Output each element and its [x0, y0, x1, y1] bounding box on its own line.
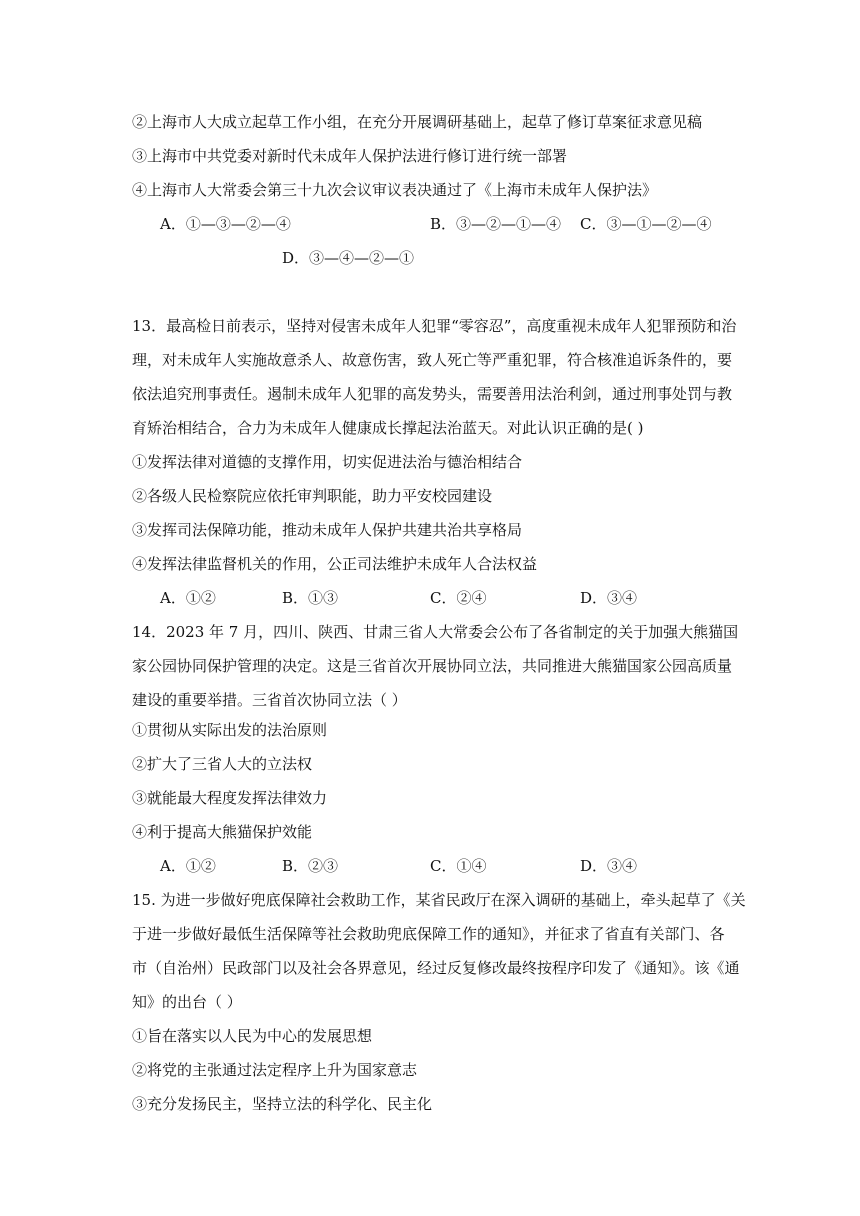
q15-stem-line: 15. 为进一步做好兜底保障社会救助工作，某省民政厅在深入调研的基础上，牵头起草了《关	[132, 891, 746, 909]
q13-stem-line: 理，对未成年人实施故意杀人、故意伤害，致人死亡等严重犯罪，符合核准追诉条件的，要	[132, 351, 733, 369]
q14-stem-line: 家公园协同保护管理的决定。这是三省首次开展协同立法，共同推进大熊猫国家公园高质量	[132, 657, 733, 675]
q14-option-b: B．②③	[282, 857, 339, 875]
q14-item-3: ③就能最大程度发挥法律效力	[132, 789, 328, 807]
q13-item-3: ③发挥司法保障功能，推动未成年人保护共建共治共享格局	[132, 521, 523, 539]
q15-stem-line: 知》的出台（ ）	[132, 993, 242, 1011]
q12-option-a: A．①—③—②—④	[160, 215, 291, 233]
q15-stem-line: 市（自治州）民政部门以及社会各界意见，经过反复修改最终按程序印发了《通知》。该《通	[132, 959, 740, 977]
q13-item-2: ②各级人民检察院应依托审判职能，助力平安校园建设	[132, 487, 493, 505]
q12-item-2: ②上海市人大成立起草工作小组，在充分开展调研基础上，起草了修订草案征求意见稿	[132, 113, 703, 131]
q14-stem-line: 建设的重要举措。三省首次协同立法（ ）	[132, 691, 407, 709]
q13-item-1: ①发挥法律对道德的支撑作用，切实促进法治与德治相结合	[132, 453, 523, 471]
q13-stem-line: 依法追究刑事责任。遏制未成年人犯罪的高发势头，需要善用法治利剑，通过刑事处罚与教	[132, 385, 733, 403]
q12-item-4: ④上海市人大常委会第三十九次会议审议表决通过了《上海市未成年人保护法》	[132, 181, 658, 199]
q13-item-4: ④发挥法律监督机关的作用，公正司法维护未成年人合法权益	[132, 555, 538, 573]
q15-item-1: ①旨在落实以人民为中心的发展思想	[132, 1027, 373, 1045]
q12-item-3: ③上海市中共党委对新时代未成年人保护法进行修订进行统一部署	[132, 147, 568, 165]
q14-option-d: D．③④	[580, 857, 638, 875]
q14-option-c: C．①④	[430, 857, 487, 875]
q12-option-d: D．③—④—②—①	[282, 249, 415, 267]
q13-stem-line: 13．最高检日前表示，坚持对侵害未成年人犯罪“零容忍”，高度重视未成年人犯罪预防和治	[132, 317, 737, 335]
q14-item-4: ④利于提高大熊猫保护效能	[132, 823, 313, 841]
q13-option-a: A．①②	[160, 589, 216, 607]
q14-item-1: ①贯彻从实际出发的法治原则	[132, 721, 328, 739]
q15-stem-line: 于进一步做好最低生活保障等社会救助兜底保障工作的通知》，并征求了省直有关部门、各	[132, 925, 725, 943]
q13-option-b: B．①③	[282, 589, 339, 607]
q13-option-c: C．②④	[430, 589, 487, 607]
q15-item-3: ③充分发扬民主，坚持立法的科学化、民主化	[132, 1095, 433, 1113]
q14-option-a: A．①②	[160, 857, 216, 875]
q14-stem-line: 14．2023 年 7 月，四川、陕西、甘肃三省人大常委会公布了各省制定的关于加强大熊猫国	[132, 623, 739, 641]
q13-stem-line: 育矫治相结合，合力为未成年人健康成长撑起法治蓝天。对此认识正确的是( )	[132, 419, 644, 437]
q12-option-b: B．③—②—①—④	[430, 215, 562, 233]
q15-item-2: ②将党的主张通过法定程序上升为国家意志	[132, 1061, 418, 1079]
q14-item-2: ②扩大了三省人大的立法权	[132, 755, 313, 773]
q13-option-d: D．③④	[580, 589, 638, 607]
q12-option-c: C．③—①—②—④	[580, 215, 712, 233]
